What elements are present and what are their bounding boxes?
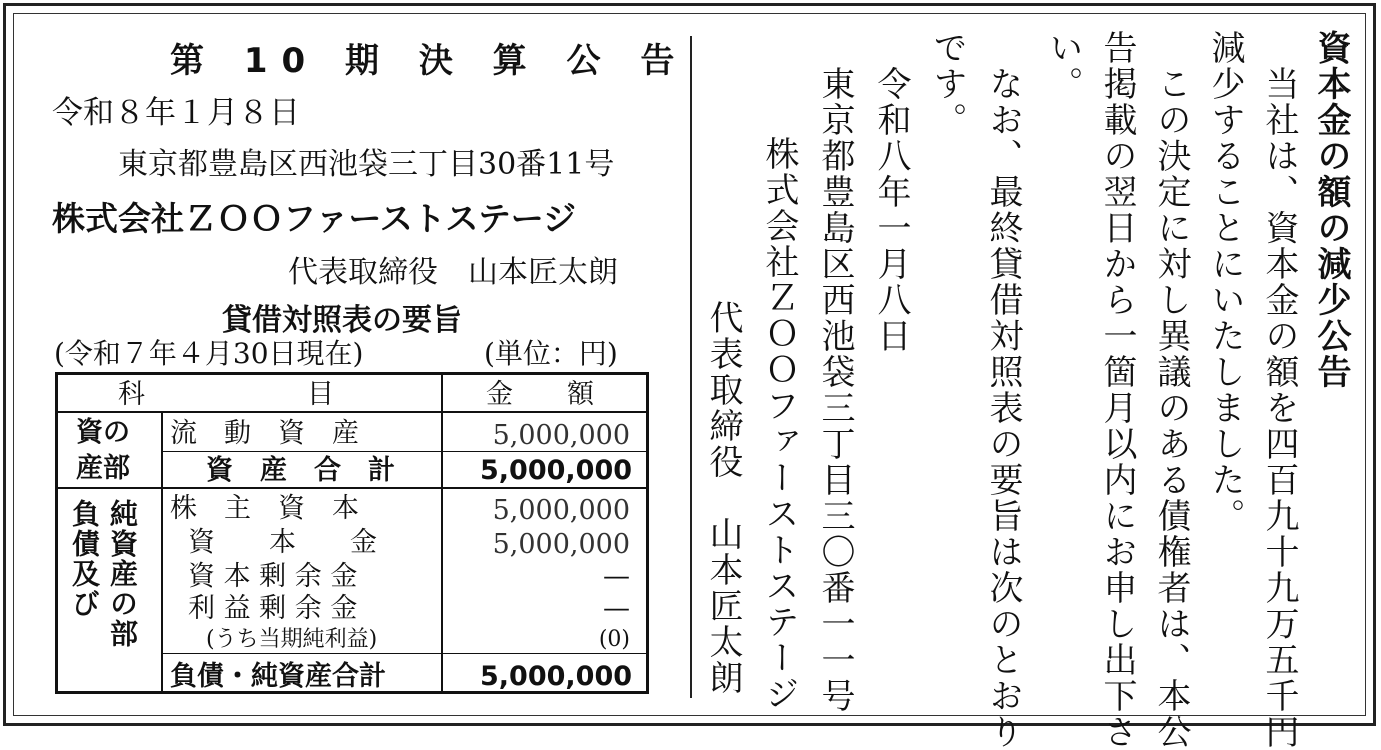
capital-label: 資 本 金 [188, 527, 377, 558]
total-assets-value: 5,000,000 [480, 455, 633, 486]
header-item: 科 目 [118, 379, 334, 410]
representative-vertical: 代表取締役 山本匠太朗 [703, 300, 743, 696]
notice-line-5: い。 [1043, 30, 1083, 102]
capital-surplus-label: 資 本 剰 余 金 [188, 561, 358, 592]
equity-value: 5,000,000 [492, 495, 630, 526]
notice-line-6: なお、最終貸借対照表の要旨は次のとおり [983, 66, 1023, 750]
capital-reduction-heading: 資本金の額の減少公告 [1311, 30, 1351, 390]
net-income-value: (0) [598, 627, 630, 652]
notice-line-3: この決定に対し異議のある債権者は、本公 [1151, 66, 1191, 750]
company-name: 株式会社ＺＯＯファーストステージ [52, 199, 577, 238]
retained-earnings-label: 利 益 剰 余 金 [188, 593, 358, 624]
liabilities-group-col2: 純資産の部 [106, 499, 139, 649]
company-name-vertical: 株式会社ＺＯＯファーストステージ [759, 136, 799, 712]
column-divider [690, 36, 692, 698]
total-assets-label: 資 産 合 計 [206, 455, 395, 486]
header-amount: 金 額 [486, 379, 594, 410]
notice-date: 令和８年１月８日 [52, 95, 300, 131]
notice-line-7: です。 [927, 30, 967, 138]
assets-group-line1: 資の [76, 417, 130, 448]
balance-sheet-date: (令和７年４月30日現在) [54, 337, 364, 370]
capital-surplus-value: — [603, 561, 630, 592]
address-vertical: 東京都豊島区西池袋三丁目三〇番一一号 [815, 66, 855, 714]
notice-date-vertical: 令和八年一月八日 [871, 66, 911, 354]
assets-group-line2: 産部 [76, 453, 130, 484]
notice-line-4: 告掲載の翌日から一箇月以内にお申し出下さ [1097, 30, 1137, 750]
total-liabilities-label: 負債・純資産合計 [170, 661, 386, 692]
balance-sheet-table [55, 372, 649, 694]
retained-earnings-value: — [603, 593, 630, 624]
equity-label: 株 主 資 本 [170, 493, 359, 524]
current-assets-label: 流 動 資 産 [170, 418, 359, 449]
capital-value: 5,000,000 [492, 529, 630, 560]
settlement-title: 第 10 期 決 算 公 告 [170, 41, 689, 81]
balance-sheet-unit: (単位：円) [484, 337, 618, 370]
total-liabilities-value: 5,000,000 [480, 661, 633, 692]
balance-sheet-title: 貸借対照表の要旨 [222, 303, 462, 338]
current-assets-value: 5,000,000 [492, 420, 630, 451]
liabilities-group-col1: 負債及び [68, 499, 101, 619]
company-address: 東京都豊島区西池袋三丁目30番11号 [118, 147, 615, 182]
net-income-label: (うち当期純利益) [206, 627, 378, 652]
notice-line-2: 減少することにいたしました。 [1205, 30, 1245, 534]
representative: 代表取締役 山本匠太朗 [288, 255, 618, 290]
notice-line-1: 当社は、資本金の額を四百九十九万五千円 [1259, 66, 1299, 750]
